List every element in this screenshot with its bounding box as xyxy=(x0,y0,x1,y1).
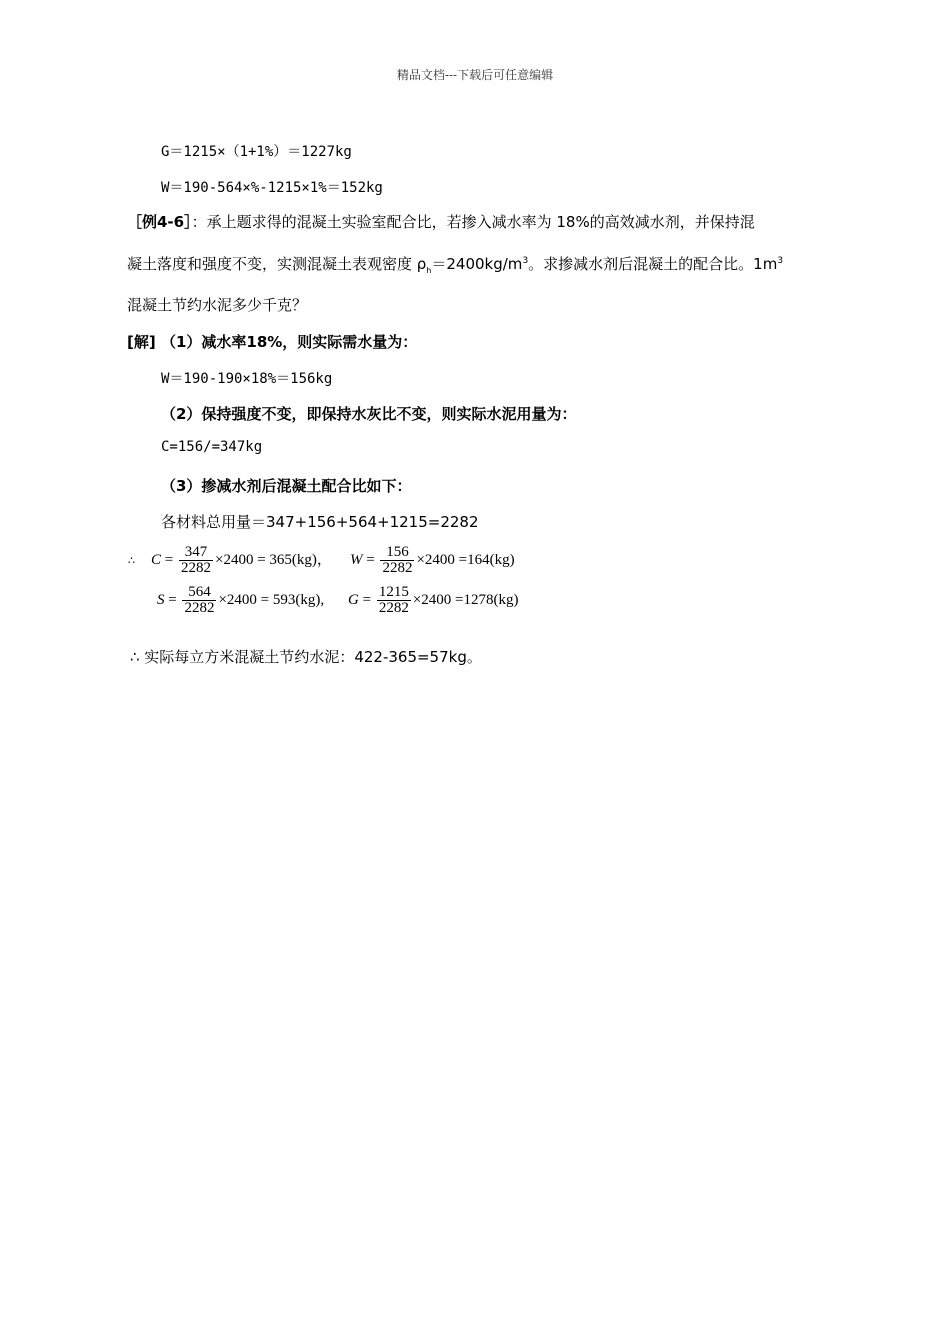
formula-g-eq: = xyxy=(358,591,375,608)
example-text-2b: ＝2400kg/m xyxy=(431,255,523,273)
solution-step-3: （3）掺减水剂后混凝土配合比如下： xyxy=(161,477,412,495)
therefore-symbol: ∴ xyxy=(128,554,135,567)
formula-g-var: G xyxy=(348,591,359,608)
example-paragraph-line-3: 混凝土节约水泥多少千克？ xyxy=(127,296,308,314)
w-new-calculation: W＝190-190×18%＝156kg xyxy=(161,371,333,387)
rho-subscript: h xyxy=(426,266,432,275)
formula-row-1b xyxy=(350,545,515,576)
formula-c-eq: = xyxy=(161,551,177,568)
formula-s-fraction xyxy=(182,585,216,616)
formula-g-den: 2282 xyxy=(378,600,409,616)
formula-w-var: W xyxy=(350,551,363,568)
formula-c-num: 347 xyxy=(179,545,213,561)
formula-c-result: ×2400 = 365(kg)， xyxy=(214,551,332,568)
formula-s-den: 2282 xyxy=(184,600,215,616)
formula-w-num: 156 xyxy=(380,545,414,561)
formula-s-result: ×2400 = 593(kg), xyxy=(218,591,325,608)
m3-superscript: 3 xyxy=(522,256,529,266)
page-header: 精品文档---下载后可任意编辑 xyxy=(396,68,554,82)
formula-c-den: 2282 xyxy=(180,560,211,576)
formula-s-eq: = xyxy=(164,591,181,608)
c-new-calculation: C=156/=347kg xyxy=(161,439,263,455)
solution-step-2: （2）保持强度不变，即保持水灰比不变，则实际水泥用量为： xyxy=(161,405,577,423)
formula-row-2 xyxy=(157,585,324,616)
g-calculation: G＝1215×（1+1%）＝1227kg xyxy=(161,144,352,160)
formula-row-2b xyxy=(348,585,518,616)
formula-w-fraction xyxy=(380,545,414,576)
formula-c-fraction xyxy=(179,545,213,576)
conclusion: ∴ 实际每立方米混凝土节约水泥：422-365=57kg。 xyxy=(130,648,482,666)
example-text-2a: 凝土落度和强度不变，实测混凝土表观密度 ρ xyxy=(127,255,427,273)
total-material: 各材料总用量＝347+156+564+1215=2282 xyxy=(161,513,479,531)
solution-step-1: （1）减水率18%，则实际需水量为： xyxy=(160,333,418,351)
formula-g-fraction xyxy=(377,585,411,616)
formula-g-num: 1215 xyxy=(378,584,409,600)
example-paragraph-line-1 xyxy=(127,211,755,232)
formula-w-result: ×2400 =164(kg) xyxy=(416,551,515,568)
formula-s-var: S xyxy=(157,591,165,608)
formula-row-1 xyxy=(128,545,332,576)
example-text-2c: 。求掺减水剂后混凝土的配合比。1m xyxy=(528,255,778,273)
m3-superscript-2: 3 xyxy=(777,256,784,266)
formula-g-result: ×2400 =1278(kg) xyxy=(412,591,519,608)
w-calculation: W＝190-564×%-1215×1%＝152kg xyxy=(161,180,383,196)
example-paragraph-line-2 xyxy=(127,253,783,275)
solution-step-1-line xyxy=(127,331,417,352)
formula-s-num: 564 xyxy=(182,585,216,601)
formula-c-var: C xyxy=(151,551,162,568)
formula-w-den: 2282 xyxy=(382,560,413,576)
solution-label: [解] xyxy=(127,333,156,351)
example-text-1: ：承上题求得的混凝土实验室配合比，若掺入减水率为 18%的高效减水剂，并保持混 xyxy=(191,213,755,231)
formula-w-eq: = xyxy=(362,551,379,568)
example-label: ［例4-6］ xyxy=(127,213,192,231)
